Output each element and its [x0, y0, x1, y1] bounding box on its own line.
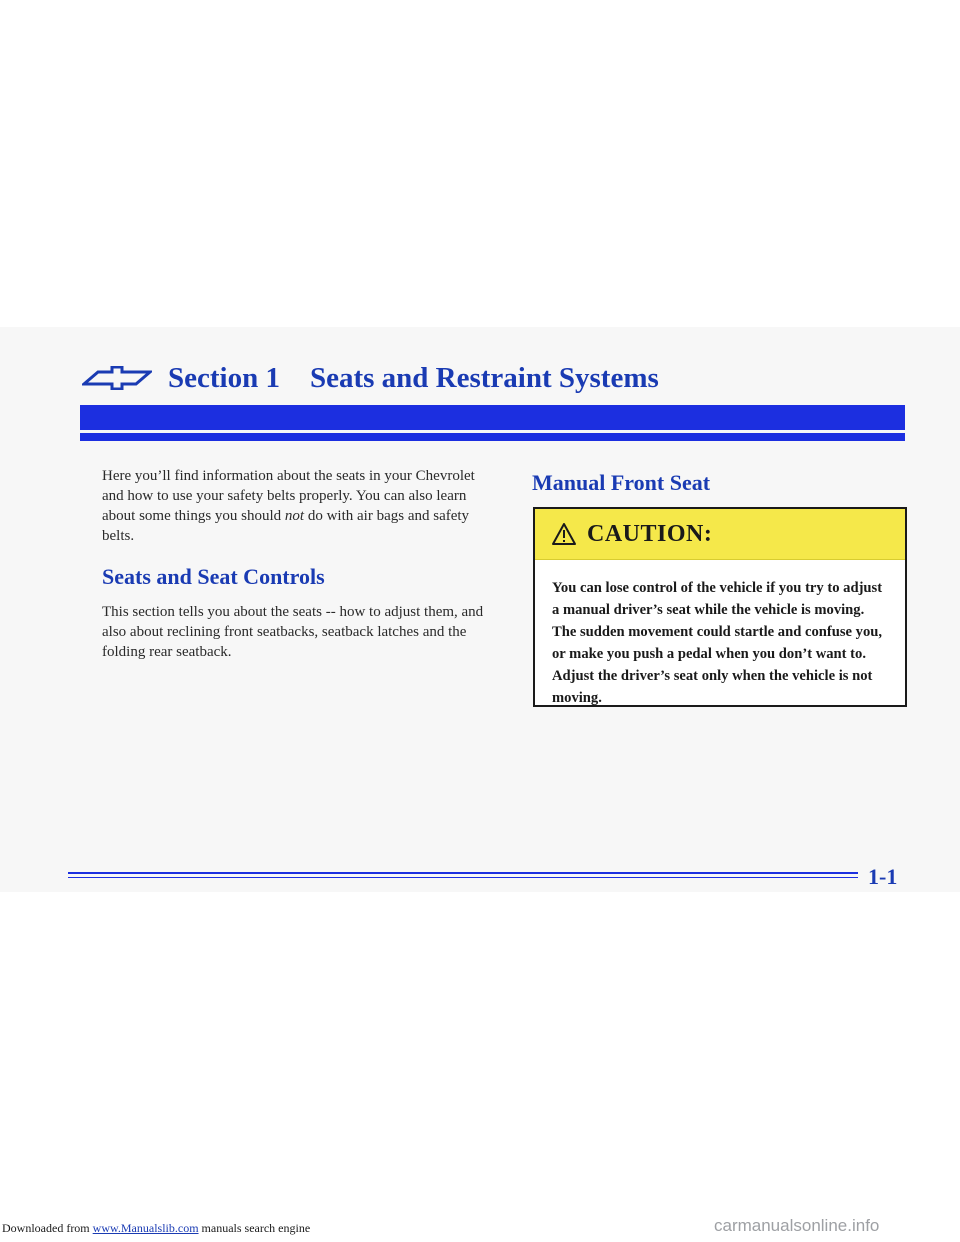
footer-rule-thin [68, 877, 858, 878]
intro-text-end: do with air bags and safety belts. [102, 508, 470, 544]
warning-triangle-icon [551, 522, 577, 546]
manual-front-seat-heading: Manual Front Seat [532, 470, 711, 495]
right-column [532, 466, 908, 508]
intro-paragraph [102, 466, 492, 546]
download-footer [2, 1221, 310, 1236]
header-band-thin [80, 433, 905, 441]
caution-box [533, 507, 907, 707]
intro-emphasis: not [284, 508, 305, 524]
section-title: Seats and Restraint Systems [309, 361, 659, 394]
intro-text-start: Here you’ll find information about the seats in your Chevrolet and how to use your safety belts properly. You can also learn about some things you should [102, 468, 475, 524]
seats-heading: Seats and Seat Controls [102, 564, 325, 589]
caution-label: CAUTION: [587, 520, 713, 547]
page-number: 1-1 [868, 864, 898, 889]
section-number: Section 1 [168, 361, 280, 394]
footer-rule [68, 872, 858, 874]
download-suffix: manuals search engine [198, 1221, 311, 1235]
download-prefix: Downloaded from [2, 1221, 93, 1235]
caution-text: You can lose control of the vehicle if you try to adjust a manual driver’s seat while the vehicle is moving. The sudden movement could startle and confuse you, or make you push a pedal when you don’t want to. Adjust the driver’s seat only when the vehicle is not moving. [552, 580, 883, 706]
section-header [82, 356, 659, 400]
left-column [102, 466, 492, 662]
seats-paragraph: This section tells you about the seats -- how to adjust them, and also about reclining front seatbacks, seatback latches and the folding rear seatback. [102, 604, 484, 660]
caution-bar [535, 509, 905, 560]
header-band [80, 405, 905, 430]
watermark: carmanualsonline.info [714, 1216, 880, 1235]
chevrolet-bowtie-icon [82, 366, 152, 390]
manualslib-link[interactable]: www.Manualslib.com [92, 1221, 199, 1235]
